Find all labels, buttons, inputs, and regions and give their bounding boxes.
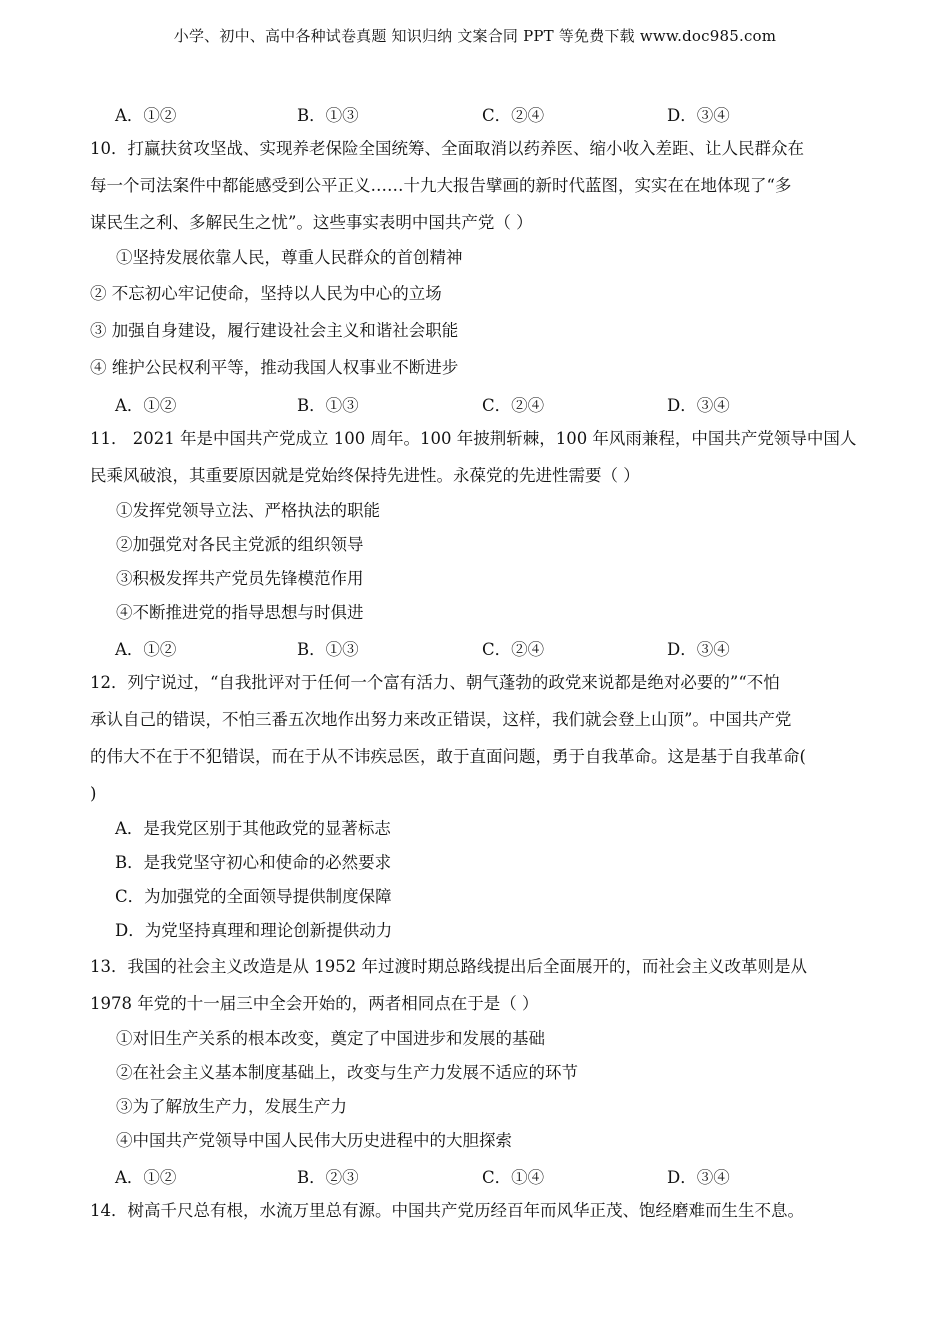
- q11-item-4: ④不断推进党的指导思想与时俱进: [116, 603, 364, 622]
- q9-option-b[interactable]: B．①③: [297, 106, 359, 125]
- q12-choice-d[interactable]: D．为党坚持真理和理论创新提供动力: [115, 921, 393, 940]
- q13-option-a[interactable]: A．①②: [115, 1168, 177, 1187]
- q10-option-d[interactable]: D．③④: [667, 396, 730, 415]
- q13-item-3: ③为了解放生产力，发展生产力: [116, 1097, 347, 1116]
- q10-option-c[interactable]: C．②④: [482, 396, 545, 415]
- q12-stem-line-4: ): [90, 784, 97, 803]
- q10-item-2: ② 不忘初心牢记使命，坚持以人民为中心的立场: [90, 284, 442, 303]
- q13-option-c[interactable]: C．①④: [482, 1168, 545, 1187]
- question-content: [90, 96, 870, 1229]
- q11-option-a[interactable]: A．①②: [115, 640, 177, 659]
- q14-stem-line-1: 14．树高千尺总有根，水流万里总有源。中国共产党历经百年而风华正茂、饱经磨难而生生不息。: [90, 1201, 804, 1220]
- q9-option-d[interactable]: D．③④: [667, 106, 730, 125]
- q10-stem-line-1: 10．打赢扶贫攻坚战、实现养老保险全国统筹、全面取消以药养医、缩小收入差距、让人民群众在: [90, 139, 804, 158]
- q13-option-d[interactable]: D．③④: [667, 1168, 730, 1187]
- q12-choice-b[interactable]: B．是我党坚守初心和使命的必然要求: [115, 853, 392, 872]
- q11-item-3: ③积极发挥共产党员先锋模范作用: [116, 569, 364, 588]
- q13-item-2: ②在社会主义基本制度基础上，改变与生产力发展不适应的环节: [116, 1063, 578, 1082]
- q13-option-b[interactable]: B．②③: [297, 1168, 359, 1187]
- q12-stem-line-3: 的伟大不在于不犯错误，而在于从不讳疾忌医，敢于直面问题，勇于自我革命。这是基于自我革命(: [90, 747, 806, 766]
- q12-stem-line-2: 承认自己的错误，不怕三番五次地作出努力来改正错误，这样，我们就会登上山顶”。中国共产党: [90, 710, 792, 729]
- q10-stem-line-2: 每一个司法案件中都能感受到公平正义……十九大报告擘画的新时代蓝图，实实在在地体现了“多: [90, 176, 792, 195]
- page-header: 小学、初中、高中各种试卷真题 知识归纳 文案合同 PPT 等免费下载 www.doc985.com: [173, 27, 777, 45]
- q9-option-a[interactable]: A．①②: [115, 106, 177, 125]
- q12-choice-a[interactable]: A．是我党区别于其他政党的显著标志: [115, 819, 391, 838]
- q9-option-c[interactable]: C．②④: [482, 106, 545, 125]
- q13-stem-line-2: 1978 年党的十一届三中全会开始的，两者相同点在于是（ ）: [90, 994, 539, 1013]
- q11-option-c[interactable]: C．②④: [482, 640, 545, 659]
- q11-stem-line-1: 11． 2021 年是中国共产党成立 100 周年。100 年披荆斩棘，100 年风雨兼程，中国共产党领导中国人: [90, 429, 857, 448]
- q11-options: [90, 630, 870, 664]
- q10-options: [90, 386, 870, 420]
- q11-item-2: ②加强党对各民主党派的组织领导: [116, 535, 364, 554]
- q10-item-3: ③ 加强自身建设，履行建设社会主义和谐社会职能: [90, 321, 459, 340]
- q11-option-d[interactable]: D．③④: [667, 640, 730, 659]
- q12-stem-line-1: 12．列宁说过，“自我批评对于任何一个富有活力、朝气蓬勃的政党来说都是绝对必要的”“不怕: [90, 673, 780, 692]
- q10-item-1: ①坚持发展依靠人民，尊重人民群众的首创精神: [116, 248, 463, 267]
- q13-item-1: ①对旧生产关系的根本改变，奠定了中国进步和发展的基础: [116, 1029, 545, 1048]
- q11-item-1: ①发挥党领导立法、严格执法的职能: [116, 501, 380, 520]
- q11-stem-line-2: 民乘风破浪，其重要原因就是党始终保持先进性。永葆党的先进性需要（ ）: [90, 466, 640, 485]
- q10-option-b[interactable]: B．①③: [297, 396, 359, 415]
- q13-stem-line-1: 13．我国的社会主义改造是从 1952 年过渡时期总路线提出后全面展开的，而社会主义改革则是从: [90, 957, 807, 976]
- q11-option-b[interactable]: B．①③: [297, 640, 359, 659]
- q10-stem-line-3: 谋民生之利、多解民生之忧”。这些事实表明中国共产党（ ）: [90, 213, 533, 232]
- q10-item-4: ④ 维护公民权利平等，推动我国人权事业不断进步: [90, 358, 459, 377]
- q13-options: [90, 1158, 870, 1192]
- q12-choice-c[interactable]: C．为加强党的全面领导提供制度保障: [115, 887, 392, 906]
- q10-option-a[interactable]: A．①②: [115, 396, 177, 415]
- q13-item-4: ④中国共产党领导中国人民伟大历史进程中的大胆探索: [116, 1131, 512, 1150]
- q9-options: [90, 96, 870, 130]
